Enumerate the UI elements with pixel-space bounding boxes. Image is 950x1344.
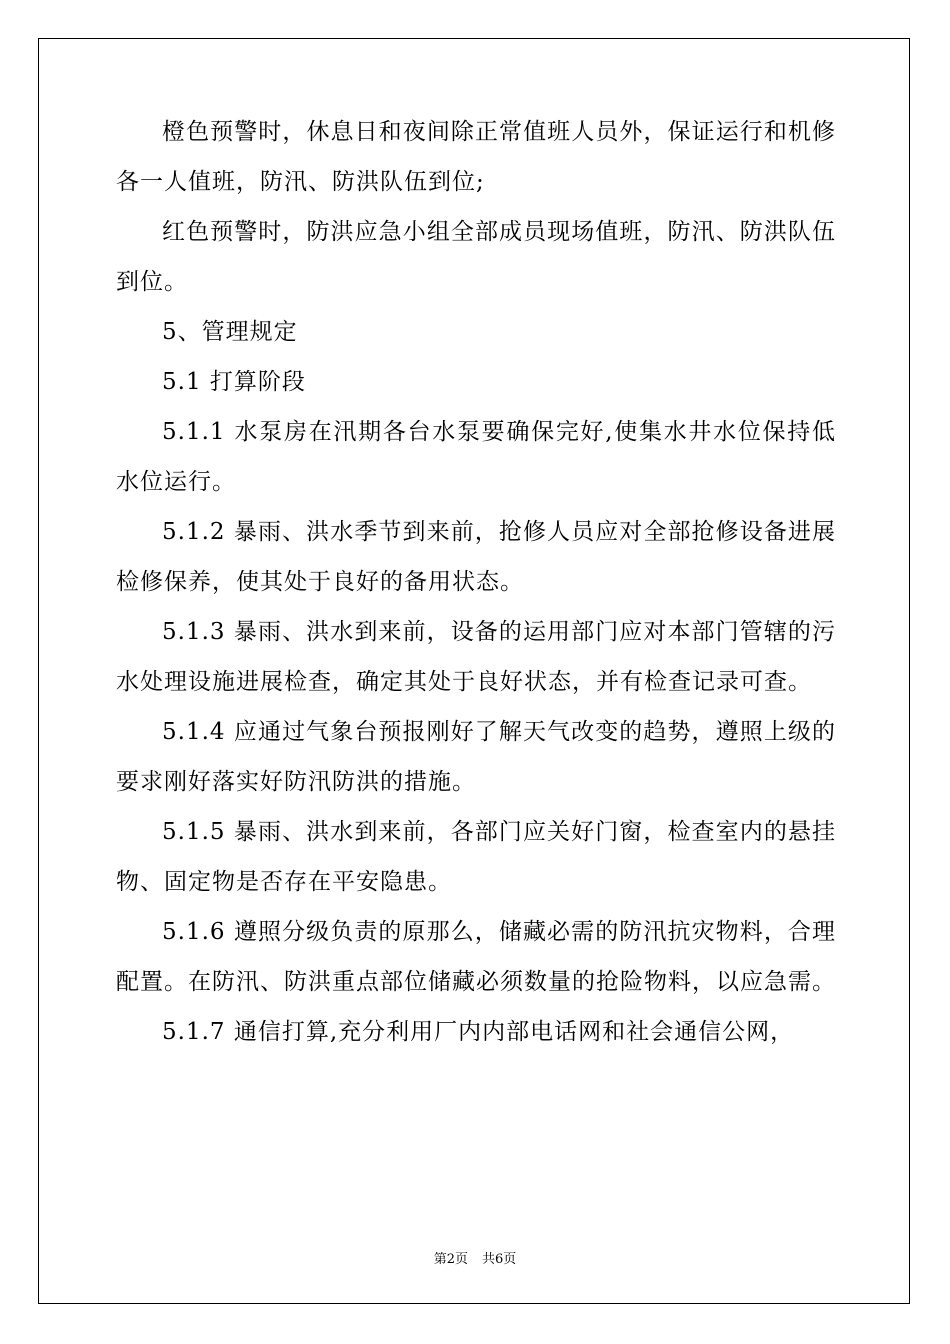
paragraph-5-1-5: 5.1.5 暴雨、洪水到来前，各部门应关好门窗，检查室内的悬挂物、固定物是否存在平安隐患。 — [116, 819, 836, 895]
document-body — [116, 107, 836, 1057]
paragraph-orange-warning: 橙色预警时，休息日和夜间除正常值班人员外，保证运行和机修各一人值班，防汛、防洪队伍到位; — [116, 119, 836, 195]
paragraph-red-warning: 红色预警时，防洪应急小组全部成员现场值班，防汛、防洪队伍到位。 — [116, 219, 836, 295]
paragraph-5-1-2: 5.1.2 暴雨、洪水季节到来前，抢修人员应对全部抢修设备进展检修保养，使其处于良好的备用状态。 — [116, 519, 836, 595]
section-heading-management: 5、管理规定 — [162, 319, 298, 345]
paragraph-5-1-7: 5.1.7 通信打算,充分利用厂内内部电话网和社会通信公网， — [162, 1019, 795, 1045]
paragraph-5-1-6: 5.1.6 遵照分级负责的原那么，储藏必需的防汛抗灾物料，合理配置。在防汛、防洪重点部位储藏必须数量的抢险物料，以应急需。 — [116, 919, 836, 995]
page-number-current: 第2页 — [433, 1252, 468, 1267]
paragraph-5-1-1: 5.1.1 水泵房在汛期各台水泵要确保完好,使集水井水位保持低水位运行。 — [116, 419, 836, 495]
paragraph-5-1-3: 5.1.3 暴雨、洪水到来前，设备的运用部门应对本部门管辖的污水处理设施进展检查，确定其处于良好状态，并有检查记录可查。 — [116, 619, 836, 695]
paragraph-5-1-4: 5.1.4 应通过气象台预报刚好了解天气改变的趋势，遵照上级的要求刚好落实好防汛防洪的措施。 — [116, 719, 836, 795]
page-footer — [0, 1248, 950, 1267]
page-number-total: 共6页 — [482, 1252, 517, 1267]
subsection-heading-preparation: 5.1 打算阶段 — [162, 369, 306, 395]
